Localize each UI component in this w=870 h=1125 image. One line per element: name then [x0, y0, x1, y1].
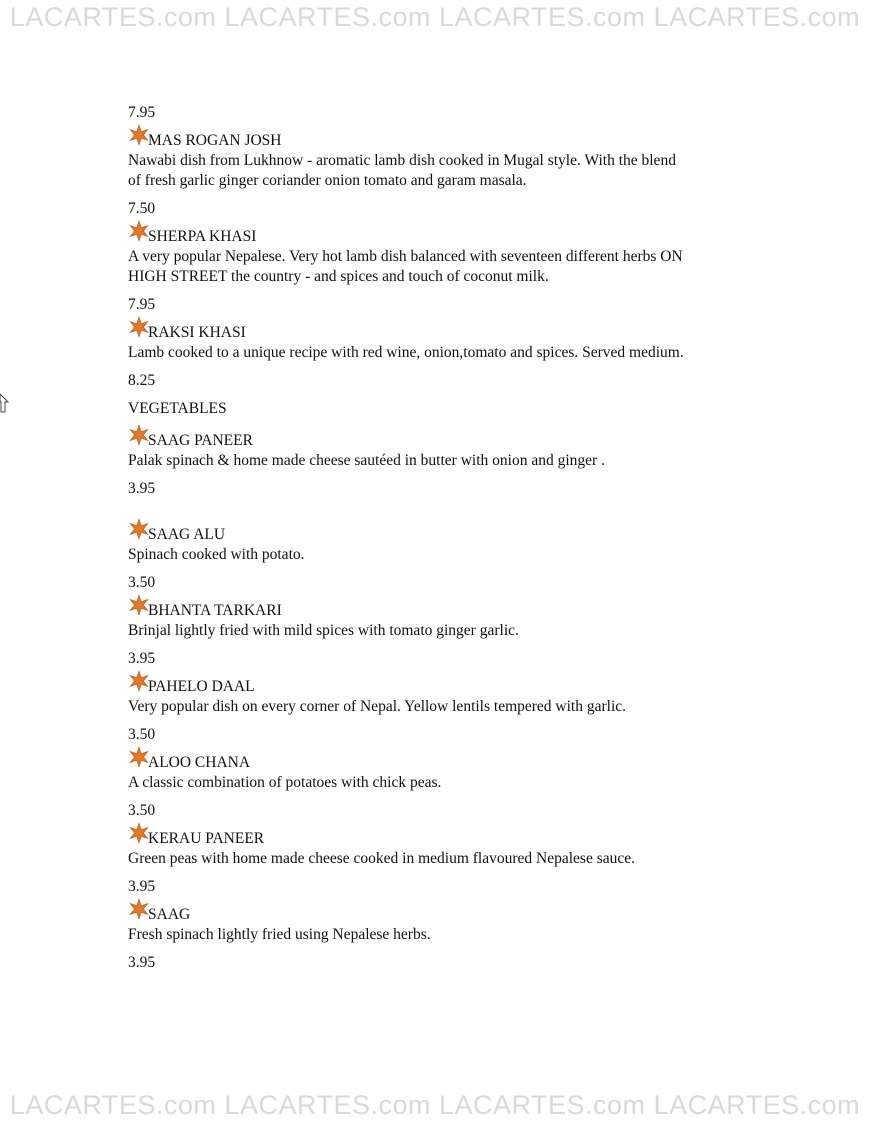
price-opening: 7.95	[128, 104, 156, 121]
menu-item-description: A classic combination of potatoes with chick peas.	[128, 774, 442, 791]
menu-item-price: 7.50	[128, 200, 156, 217]
menu-item-title	[128, 525, 768, 545]
menu-item-description: Lamb cooked to a unique recipe with red wine, onion,tomato and spices. Served medium.	[128, 344, 684, 361]
orange-star-icon	[128, 518, 150, 540]
menu-item-price: 3.50	[128, 802, 156, 819]
item-name: MAS ROGAN JOSH	[148, 132, 282, 149]
description-line: A very popular Nepalese. Very hot lamb dish balanced with seventeen different herbs ON	[128, 248, 683, 265]
menu-item-price: 3.95	[128, 954, 156, 971]
menu-item-price: 3.50	[128, 574, 156, 591]
orange-star-icon	[128, 220, 150, 242]
menu-item-description: Green peas with home made cheese cooked in medium flavoured Nepalese sauce.	[128, 850, 635, 867]
menu-item-title	[128, 753, 768, 773]
item-name: KERAU PANEER	[148, 830, 265, 847]
menu-item-title	[128, 829, 768, 849]
orange-star-icon	[128, 670, 150, 692]
menu-item-price: 3.95	[128, 650, 156, 667]
watermark-bottom: LACARTES.com LACARTES.com LACARTES.com LACARTES.com	[9, 1090, 861, 1120]
orange-star-icon	[128, 822, 150, 844]
menu-item-title	[128, 431, 768, 451]
menu-item-title	[128, 677, 768, 697]
item-name: RAKSI KHASI	[148, 324, 246, 341]
section-heading-vegetables: VEGETABLES	[128, 400, 227, 417]
orange-star-icon	[128, 316, 150, 338]
description-line: HIGH STREET the country - and spices and touch of coconut milk.	[128, 268, 549, 285]
menu-item-price: 7.95	[128, 296, 156, 313]
menu-item-price: 3.95	[128, 878, 156, 895]
item-name: BHANTA TARKARI	[148, 602, 282, 619]
menu-item-description: Brinjal lightly fried with mild spices with tomato ginger garlic.	[128, 622, 519, 639]
menu-item-price: 3.95	[128, 480, 156, 497]
menu-item-price: 8.25	[128, 372, 156, 389]
menu-item-title	[128, 131, 768, 151]
spacer	[128, 507, 768, 525]
menu-item-title	[128, 323, 768, 343]
description-line: Nawabi dish from Lukhnow - aromatic lamb dish cooked in Mugal style. With the blend	[128, 152, 676, 169]
menu-item-description	[128, 247, 768, 287]
watermark-top: LACARTES.com LACARTES.com LACARTES.com LACARTES.com	[9, 2, 861, 32]
item-name: PAHELO DAAL	[148, 678, 255, 695]
menu-item-title	[128, 227, 768, 247]
menu-item-description: Spinach cooked with potato.	[128, 546, 305, 563]
orange-star-icon	[128, 594, 150, 616]
arrow-cursor-icon	[0, 392, 10, 414]
orange-star-icon	[128, 424, 150, 446]
menu-content	[128, 103, 768, 981]
menu-item-price: 3.50	[128, 726, 156, 743]
menu-item-description: Fresh spinach lightly fried using Nepalese herbs.	[128, 926, 431, 943]
orange-star-icon	[128, 746, 150, 768]
description-line: of fresh garlic ginger coriander onion tomato and garam masala.	[128, 172, 527, 189]
orange-star-icon	[128, 898, 150, 920]
menu-item-description	[128, 151, 768, 191]
item-name: ALOO CHANA	[148, 754, 251, 771]
item-name: SAAG ALU	[148, 526, 226, 543]
item-name: SAAG PANEER	[148, 432, 253, 449]
item-name: SAAG	[148, 906, 191, 923]
menu-item-description: Very popular dish on every corner of Nepal. Yellow lentils tempered with garlic.	[128, 698, 627, 715]
orange-star-icon	[128, 124, 150, 146]
menu-item-description: Palak spinach & home made cheese sautéed in butter with onion and ginger .	[128, 452, 605, 469]
menu-item-title	[128, 601, 768, 621]
menu-item-title	[128, 905, 768, 925]
item-name: SHERPA KHASI	[148, 228, 257, 245]
